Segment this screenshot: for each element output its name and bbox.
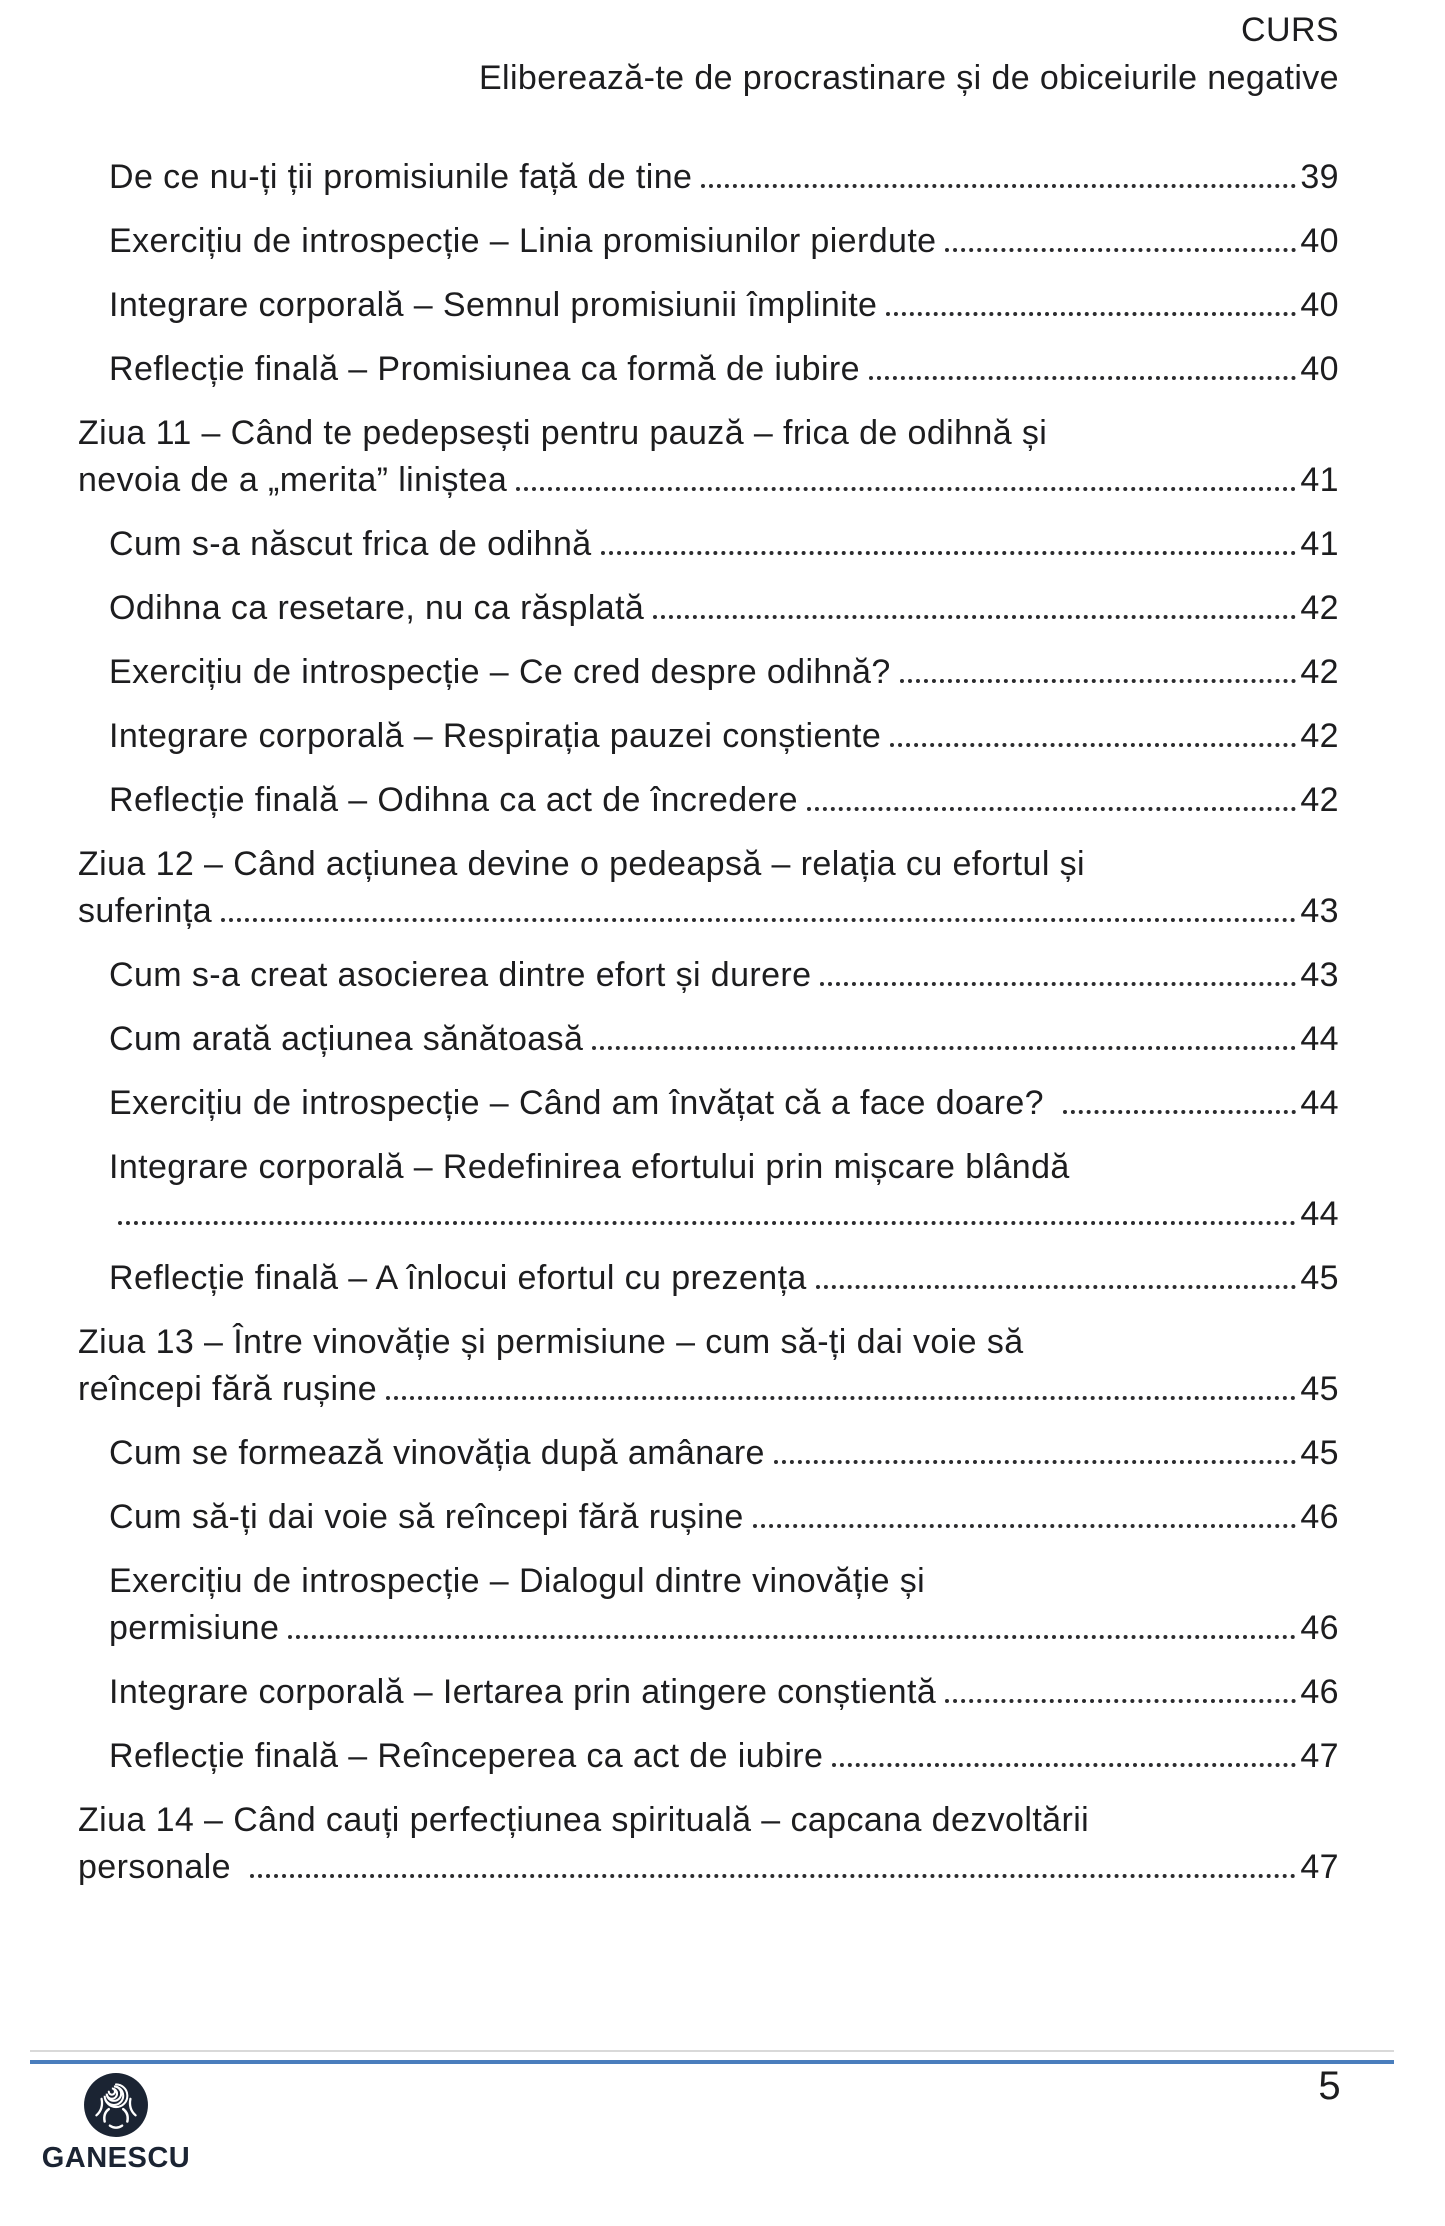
toc-line [78, 1319, 1339, 1366]
toc-entry [78, 713, 1339, 760]
toc-entry-title: Cum să-ți dai voie să reîncepi fără rușine [109, 1498, 744, 1536]
toc-entry-page: 43 [1300, 892, 1339, 930]
toc-entry [78, 346, 1339, 393]
toc-entry [78, 521, 1339, 568]
dot-leader [945, 248, 1296, 252]
header-kicker: CURS [1241, 11, 1339, 49]
toc-line [78, 1366, 1339, 1413]
toc-line [109, 218, 1339, 265]
toc-entry [78, 1430, 1339, 1477]
toc-entry-title: Ziua 14 – Când cauți perfecțiunea spirituală – capcana dezvoltării [78, 1801, 1090, 1839]
dot-leader [221, 918, 1296, 922]
page-number: 5 [1318, 2064, 1341, 2108]
toc-entry-page: 45 [1300, 1370, 1339, 1408]
toc-entry-title: Integrare corporală – Redefinirea efortului prin mișcare blândă [109, 1148, 1070, 1186]
toc-entry [78, 1669, 1339, 1716]
dot-leader [118, 1221, 1296, 1225]
toc-line [109, 521, 1339, 568]
toc-line [109, 713, 1339, 760]
toc-entry-title: Exercițiu de introspecție – Dialogul dintre vinovăție și [109, 1562, 926, 1600]
toc-entry [78, 1733, 1339, 1780]
toc-entry-title: Cum arată acțiunea sănătoasă [109, 1020, 584, 1058]
toc-entry-page: 44 [1300, 1195, 1339, 1233]
head-spiral-icon [83, 2072, 149, 2138]
page-header [78, 6, 1339, 102]
toc-line [109, 585, 1339, 632]
toc-line [109, 1080, 1339, 1127]
dot-leader [820, 982, 1296, 986]
toc-entry-page: 42 [1300, 781, 1339, 819]
toc-entry-page: 41 [1300, 525, 1339, 563]
dot-leader [886, 312, 1296, 316]
toc-entry-title: Cum se formează vinovăția după amânare [109, 1434, 765, 1472]
toc-entry [78, 1319, 1339, 1413]
dot-leader [869, 376, 1296, 380]
toc-entry-title: Ziua 13 – Între vinovăție și permisiune – cum să-ți dai voie să [78, 1323, 1024, 1361]
dot-leader [592, 1046, 1296, 1050]
document-title: Eliberează-te de procrastinare și de obiceiurile negative [478, 59, 1339, 97]
toc-entry-page: 40 [1300, 350, 1339, 388]
dot-leader [1063, 1110, 1297, 1114]
toc-entry [78, 952, 1339, 999]
toc-line [78, 457, 1339, 504]
toc-entry-page: 41 [1300, 461, 1339, 499]
toc-line [109, 1733, 1339, 1780]
toc-entry-page: 42 [1300, 589, 1339, 627]
toc-entry-page: 45 [1300, 1434, 1339, 1472]
toc-list [78, 154, 1339, 1891]
toc-line [109, 282, 1339, 329]
toc-entry-title: nevoia de a „merita” liniștea [78, 461, 508, 499]
toc-line [78, 1844, 1339, 1891]
dot-leader [832, 1763, 1296, 1767]
toc-entry-title: Integrare corporală – Iertarea prin atingere conștientă [109, 1673, 937, 1711]
toc-entry-title: Reflecție finală – Odihna ca act de încredere [109, 781, 798, 819]
toc-entry-page: 44 [1300, 1020, 1339, 1058]
toc-entry-page: 40 [1300, 286, 1339, 324]
toc-line [109, 1494, 1339, 1541]
dot-leader [890, 743, 1296, 747]
dot-leader [774, 1460, 1297, 1464]
toc-entry [78, 154, 1339, 201]
toc-line [109, 1255, 1339, 1302]
brand-logo [38, 2072, 194, 2175]
dot-leader [753, 1524, 1297, 1528]
toc-entry-page: 46 [1300, 1609, 1339, 1647]
dot-leader [653, 615, 1296, 619]
toc-entry-page: 46 [1300, 1498, 1339, 1536]
toc-line [109, 1669, 1339, 1716]
toc-entry-title: De ce nu-ți ții promisiunile față de tine [109, 158, 693, 196]
toc-line [109, 777, 1339, 824]
toc-entry [78, 410, 1339, 504]
toc-entry-title: Reflecție finală – Reînceperea ca act de iubire [109, 1737, 824, 1775]
toc-line [109, 1605, 1339, 1652]
toc-entry [78, 282, 1339, 329]
toc-entry [78, 1016, 1339, 1063]
toc-entry-title: reîncepi fără rușine [78, 1370, 378, 1408]
toc-entry [78, 1797, 1339, 1891]
toc-entry-title: Exercițiu de introspecție – Linia promisiunilor pierdute [109, 222, 937, 260]
dot-leader [807, 807, 1296, 811]
toc-entry [78, 841, 1339, 935]
toc-entry-page: 45 [1300, 1259, 1339, 1297]
toc-line [78, 410, 1339, 457]
toc-line [109, 1430, 1339, 1477]
toc-line [109, 649, 1339, 696]
toc-entry-title: Integrare corporală – Respirația pauzei conștiente [109, 717, 882, 755]
toc-entry-page: 44 [1300, 1084, 1339, 1122]
dot-leader [945, 1699, 1296, 1703]
toc-entry-title: personale [78, 1848, 241, 1886]
toc-entry [78, 1558, 1339, 1652]
toc-line [78, 888, 1339, 935]
toc-entry-page: 46 [1300, 1673, 1339, 1711]
toc-entry-title: Exercițiu de introspecție – Ce cred despre odihnă? [109, 653, 891, 691]
toc-entry [78, 585, 1339, 632]
toc-line [109, 952, 1339, 999]
toc-entry-title: suferința [78, 892, 213, 930]
toc-entry-title: Cum s-a născut frica de odihnă [109, 525, 592, 563]
dot-leader [701, 184, 1296, 188]
toc-entry-page: 39 [1300, 158, 1339, 196]
toc-line [109, 346, 1339, 393]
dot-leader [386, 1396, 1296, 1400]
dot-leader [516, 487, 1296, 491]
footer-rule-top [30, 2050, 1394, 2052]
dot-leader [900, 679, 1297, 683]
toc-entry-title: Reflecție finală – A înlocui efortul cu prezența [109, 1259, 807, 1297]
toc-line [109, 1191, 1339, 1238]
toc-entry-page: 42 [1300, 653, 1339, 691]
toc-entry [78, 1255, 1339, 1302]
toc-entry-page: 47 [1300, 1848, 1339, 1886]
brand-name: GANESCU [41, 2142, 191, 2174]
toc-entry [78, 649, 1339, 696]
dot-leader [288, 1635, 1296, 1639]
toc-line [109, 1144, 1339, 1191]
toc-entry-title: Cum s-a creat asocierea dintre efort și durere [109, 956, 812, 994]
toc-line [109, 1016, 1339, 1063]
toc-entry-title: Integrare corporală – Semnul promisiunii împlinite [109, 286, 878, 324]
toc-entry [78, 777, 1339, 824]
toc-entry-title: permisiune [109, 1609, 280, 1647]
dot-leader [816, 1285, 1297, 1289]
toc-entry-title: Reflecție finală – Promisiunea ca formă de iubire [109, 350, 860, 388]
toc-line [78, 1797, 1339, 1844]
toc-entry [78, 1144, 1339, 1238]
toc-entry-page: 47 [1300, 1737, 1339, 1775]
dot-leader [250, 1874, 1297, 1878]
toc-entry [78, 1494, 1339, 1541]
toc-entry [78, 1080, 1339, 1127]
toc-line [109, 1558, 1339, 1605]
toc-entry-title: Ziua 11 – Când te pedepsești pentru pauză – frica de odihnă și [78, 414, 1048, 452]
toc-entry-page: 42 [1300, 717, 1339, 755]
toc-entry [78, 218, 1339, 265]
toc-entry-page: 43 [1300, 956, 1339, 994]
dot-leader [601, 551, 1297, 555]
toc-line [78, 841, 1339, 888]
toc-line [109, 154, 1339, 201]
toc-entry-page: 40 [1300, 222, 1339, 260]
footer-rule [30, 2060, 1394, 2064]
toc-entry-title: Odihna ca resetare, nu ca răsplată [109, 589, 645, 627]
toc-entry-title: Exercițiu de introspecție – Când am învățat că a face doare? [109, 1084, 1054, 1122]
toc-entry-title: Ziua 12 – Când acțiunea devine o pedeapsă – relația cu efortul și [78, 845, 1085, 883]
